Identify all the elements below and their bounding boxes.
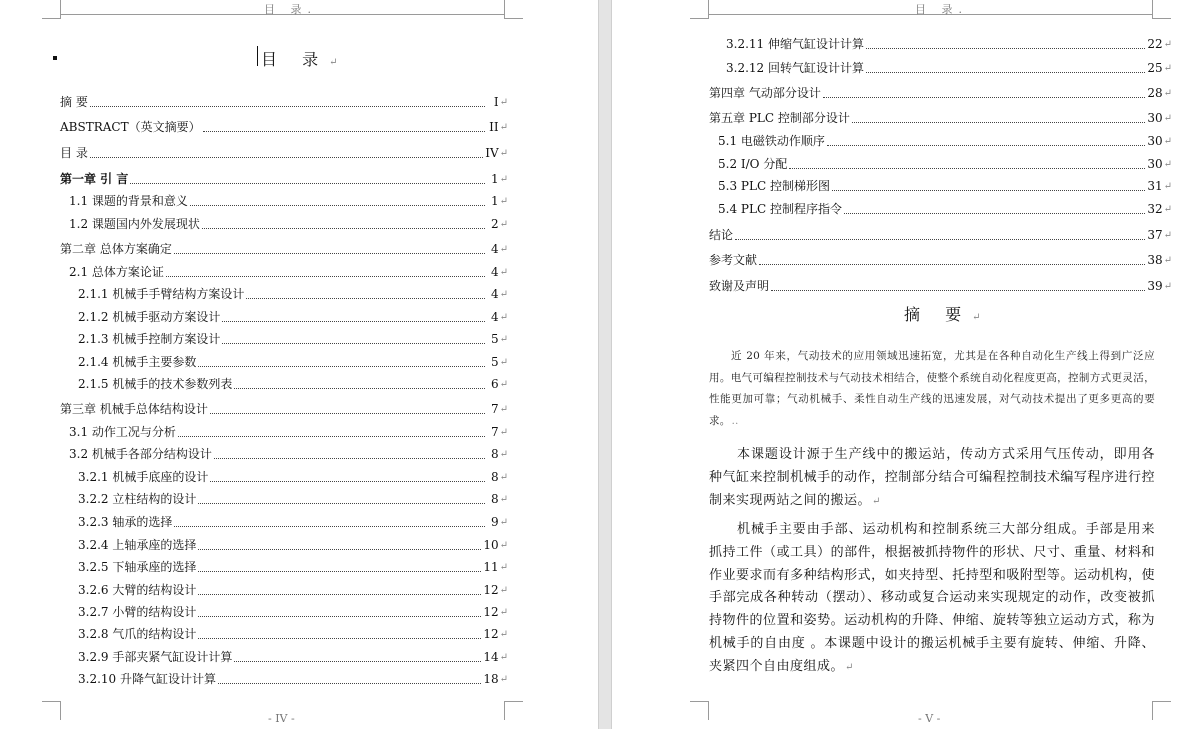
dot-leader bbox=[198, 594, 481, 595]
toc-entry[interactable] bbox=[718, 157, 1172, 172]
document-page-right bbox=[612, 0, 1193, 729]
toc-entry[interactable] bbox=[78, 492, 508, 507]
paragraph-mark: ↵ bbox=[499, 174, 508, 185]
dot-leader bbox=[210, 481, 484, 482]
toc-entry[interactable] bbox=[78, 515, 508, 530]
paragraph-mark: ↵ bbox=[1163, 39, 1172, 50]
toc-entry-title: 第二章 总体方案确定 bbox=[60, 242, 172, 256]
toc-entry[interactable] bbox=[709, 111, 1172, 126]
paragraph-mark: ↵ bbox=[499, 97, 508, 108]
paragraph-mark: ↵ bbox=[499, 267, 508, 278]
paragraph-mark: ↵ bbox=[1163, 230, 1172, 241]
paragraph-mark: ↵ bbox=[499, 494, 508, 505]
crop-mark bbox=[690, 0, 709, 19]
toc-entry-page: 8 bbox=[490, 492, 499, 506]
toc-entry[interactable] bbox=[78, 583, 508, 598]
paragraph-mark: ↵ bbox=[1163, 113, 1172, 124]
abstract-title: 摘 要↵ bbox=[904, 305, 991, 324]
toc-entry-page: II bbox=[489, 120, 499, 134]
toc-entry-title: 参考文献 bbox=[709, 253, 758, 267]
toc-entry-title: 第三章 机械手总体结构设计 bbox=[60, 402, 208, 416]
dot-leader bbox=[166, 276, 485, 277]
dot-leader bbox=[844, 213, 1145, 214]
toc-entry-title: 致谢及声明 bbox=[709, 279, 770, 293]
dot-leader bbox=[90, 106, 485, 107]
toc-entry[interactable] bbox=[78, 355, 508, 370]
toc-entry[interactable] bbox=[69, 447, 508, 462]
toc-entry[interactable] bbox=[78, 605, 508, 620]
dot-leader bbox=[234, 661, 481, 662]
crop-mark bbox=[42, 0, 61, 19]
paragraph-mark: ↵ bbox=[499, 427, 508, 438]
dot-leader bbox=[198, 503, 484, 504]
paragraph-mark: ↵ bbox=[499, 379, 508, 390]
toc-entry-title: 1.2 课题国内外发展现状 bbox=[69, 217, 200, 231]
toc-entry-title: 1.1 课题的背景和意义 bbox=[69, 194, 188, 208]
toc-entry-title: 3.2.5 下轴承座的选择 bbox=[78, 560, 197, 574]
dot-leader bbox=[789, 168, 1145, 169]
dot-leader bbox=[234, 388, 484, 389]
toc-entry[interactable] bbox=[726, 37, 1172, 52]
paragraph-mark: ↵ bbox=[499, 334, 508, 345]
paragraph-mark: ↵ bbox=[1163, 181, 1172, 192]
paragraph-mark: ↵ bbox=[499, 148, 508, 159]
toc-entry-title: 摘 要 bbox=[60, 95, 88, 109]
toc-entry[interactable] bbox=[78, 560, 508, 575]
toc-entry-page: 12 bbox=[483, 583, 499, 597]
dot-leader bbox=[827, 145, 1145, 146]
crop-mark bbox=[1152, 0, 1171, 19]
toc-entry-page: 4 bbox=[490, 242, 499, 256]
toc-entry-title: 3.2.9 手部夹紧气缸设计计算 bbox=[78, 650, 233, 664]
paragraph-mark: ↵ bbox=[1163, 63, 1172, 74]
toc-entry-page: 6 bbox=[490, 377, 499, 391]
toc-entry-page: 31 bbox=[1147, 179, 1163, 193]
paragraph-mark: ↵ bbox=[1163, 136, 1172, 147]
crop-mark bbox=[504, 701, 523, 720]
toc-entry-page: 4 bbox=[490, 287, 499, 301]
toc-entry-page: 8 bbox=[490, 470, 499, 484]
toc-entry-title: 2.1.5 机械手的技术参数列表 bbox=[78, 377, 233, 391]
toc-entry-page: 30 bbox=[1147, 111, 1163, 125]
toc-entry-page: 22 bbox=[1147, 37, 1163, 51]
toc-entry[interactable] bbox=[69, 194, 508, 209]
toc-entry[interactable] bbox=[78, 538, 508, 553]
paragraph-mark: ↵ bbox=[1163, 281, 1172, 292]
toc-entry-page: IV bbox=[485, 146, 499, 160]
toc-entry-title: 3.2.2 立柱结构的设计 bbox=[78, 492, 197, 506]
dot-leader bbox=[202, 228, 485, 229]
toc-entry[interactable] bbox=[709, 228, 1172, 243]
dot-leader bbox=[130, 183, 484, 184]
dot-leader bbox=[832, 190, 1145, 191]
toc-entry-page: 8 bbox=[490, 447, 499, 461]
toc-entry-title: 3.2.1 机械手底座的设计 bbox=[78, 470, 209, 484]
toc-entry-page: 14 bbox=[483, 650, 499, 664]
paragraph-mark: ↵ bbox=[1163, 159, 1172, 170]
toc-entry-page: 7 bbox=[490, 425, 499, 439]
toc-entry-page: 5 bbox=[490, 355, 499, 369]
bullet-mark bbox=[53, 56, 57, 60]
paragraph-mark: ↵ bbox=[499, 196, 508, 207]
toc-entry[interactable] bbox=[78, 672, 508, 687]
toc-entry-page: I bbox=[493, 95, 499, 109]
toc-entry-page: 2 bbox=[490, 217, 499, 231]
toc-entry-page: 4 bbox=[490, 265, 499, 279]
dot-leader bbox=[866, 48, 1145, 49]
paragraph-mark: ↵ bbox=[499, 219, 508, 230]
paragraph-mark: ↵ bbox=[499, 652, 508, 663]
dot-leader bbox=[759, 264, 1145, 265]
paragraph-mark: ↵ bbox=[499, 607, 508, 618]
toc-entry[interactable] bbox=[78, 470, 508, 485]
toc-entry-title: 2.1.2 机械手驱动方案设计 bbox=[78, 310, 221, 324]
paragraph-mark: ↵ bbox=[499, 312, 508, 323]
toc-entry[interactable] bbox=[60, 172, 508, 187]
dot-leader bbox=[174, 253, 485, 254]
toc-entry-title: 目 录 bbox=[60, 146, 88, 160]
paragraph-mark: ↵ bbox=[499, 449, 508, 460]
dot-leader bbox=[190, 205, 485, 206]
paragraph-mark: ↵ bbox=[499, 472, 508, 483]
dot-leader bbox=[174, 526, 484, 527]
toc-entry[interactable] bbox=[60, 146, 508, 161]
abstract-paragraph-3: 机械手主要由手部、运动机构和控制系统三大部分组成。手部是用来抓持工件（或工具）的部件，根据被抓持物件的形状、尺寸、重量、材料和作业要求而有多种结构形式，如夹持型、托持型和吸附型等。运动机构，使手部完成各种转动（摆动）、移动或复合运动来实现规定的动作，改变被抓持物件的位置和姿势。运动机构的升降、伸缩、旋转等独立运动方式，称为机械手的自由度 。本课题中设计的搬运机械手主要有旋转、伸缩、升降、夹紧四个自由度组成。↵ bbox=[709, 522, 1155, 674]
paragraph-mark: ↵ bbox=[499, 629, 508, 640]
paragraph-mark: ↵ bbox=[499, 540, 508, 551]
toc-entry[interactable] bbox=[78, 377, 508, 392]
abstract-paragraph-2: 本课题设计源于生产线中的搬运站，传动方式采用气压传动，即用各种气缸来控制机械手的动作，控制部分结合可编程控制技术编写程序进行控制来实现两站之间的搬运。↵ bbox=[709, 447, 1155, 508]
dot-leader bbox=[735, 239, 1145, 240]
toc-entry-title: 2.1 总体方案论证 bbox=[69, 265, 164, 279]
toc-entry-page: 30 bbox=[1147, 157, 1163, 171]
toc-entry-title: 2.1.4 机械手主要参数 bbox=[78, 355, 197, 369]
dot-leader bbox=[218, 683, 481, 684]
toc-entry-page: 12 bbox=[483, 627, 499, 641]
toc-entry-title: 3.2.12 回转气缸设计计算 bbox=[726, 61, 864, 75]
dot-leader bbox=[203, 131, 485, 132]
toc-entry[interactable] bbox=[60, 242, 508, 257]
toc-entry[interactable] bbox=[69, 217, 508, 232]
toc-entry-title: 3.2.4 上轴承座的选择 bbox=[78, 538, 197, 552]
toc-entry-title: 5.2 I/O 分配 bbox=[718, 157, 788, 171]
toc-title: 目 录↵ bbox=[261, 50, 348, 69]
toc-entry-title: 3.2.10 升降气缸设计计算 bbox=[78, 672, 216, 686]
toc-entry[interactable] bbox=[718, 202, 1172, 217]
toc-entry-title: 3.2.11 伸缩气缸设计计算 bbox=[726, 37, 864, 51]
page-number-footer: - V - bbox=[918, 712, 941, 725]
paragraph-mark: ↵ bbox=[499, 357, 508, 368]
toc-entry-title: 第四章 气动部分设计 bbox=[709, 86, 821, 100]
toc-entry-title: ABSTRACT（英文摘要） bbox=[60, 120, 201, 134]
toc-entry-title: 5.3 PLC 控制梯形图 bbox=[718, 179, 830, 193]
toc-entry-title: 3.2.7 小臂的结构设计 bbox=[78, 605, 197, 619]
toc-entry-page: 5 bbox=[490, 332, 499, 346]
toc-entry-title: 结论 bbox=[709, 228, 734, 242]
toc-entry-page: 28 bbox=[1147, 86, 1163, 100]
dot-leader bbox=[214, 458, 485, 459]
paragraph-mark: ↵ bbox=[499, 244, 508, 255]
toc-entry-page: 32 bbox=[1147, 202, 1163, 216]
toc-entry-page: 38 bbox=[1147, 253, 1163, 267]
crop-mark bbox=[690, 701, 709, 720]
toc-entry-page: 9 bbox=[490, 515, 499, 529]
toc-entry-title: 3.2.3 轴承的选择 bbox=[78, 515, 173, 529]
toc-entry-title: 第一章 引 言 bbox=[60, 172, 129, 186]
abstract-paragraph-1: 近 20 年来，气动技术的应用领域迅速拓宽，尤其是在各种自动化生产线上得到广泛应用。电气可编程控制技术与气动技术相结合，使整个系统自动化程度更高，控制方式更灵活，性能更加可靠；气动机械手、柔性自动生产线的迅速发展，对气动技术提出了更多更高的要求。.. bbox=[709, 350, 1155, 427]
toc-entry-title: 3.2.8 气爪的结构设计 bbox=[78, 627, 197, 641]
toc-entry[interactable] bbox=[718, 179, 1172, 194]
dot-leader bbox=[823, 97, 1146, 98]
paragraph-mark: ↵ bbox=[1163, 88, 1172, 99]
crop-mark bbox=[504, 0, 523, 19]
toc-entry-title: 第五章 PLC 控制部分设计 bbox=[709, 111, 850, 125]
toc-entry[interactable] bbox=[78, 287, 508, 302]
paragraph-mark: ↵ bbox=[499, 289, 508, 300]
toc-entry-page: 30 bbox=[1147, 134, 1163, 148]
toc-entry[interactable] bbox=[709, 279, 1172, 294]
toc-entry[interactable] bbox=[78, 332, 508, 347]
paragraph-mark: ↵ bbox=[499, 562, 508, 573]
dot-leader bbox=[198, 571, 481, 572]
toc-entry[interactable] bbox=[60, 402, 508, 417]
dot-leader bbox=[210, 413, 485, 414]
dot-leader bbox=[866, 72, 1145, 73]
dot-leader bbox=[90, 157, 483, 158]
toc-entry[interactable] bbox=[718, 134, 1172, 149]
page-gutter bbox=[598, 0, 612, 729]
dot-leader bbox=[771, 290, 1145, 291]
toc-entry[interactable] bbox=[69, 265, 508, 280]
page-header: 目 录. bbox=[264, 3, 317, 16]
toc-entry-page: 1 bbox=[490, 172, 499, 186]
toc-entry-title: 3.2.6 大臂的结构设计 bbox=[78, 583, 197, 597]
toc-entry[interactable] bbox=[709, 253, 1172, 268]
toc-entry[interactable] bbox=[78, 627, 508, 642]
paragraph-mark: ↵ bbox=[499, 585, 508, 596]
paragraph-mark: ↵ bbox=[1163, 255, 1172, 266]
crop-mark bbox=[1152, 701, 1171, 720]
paragraph-mark: ↵ bbox=[499, 517, 508, 528]
toc-entry-page: 10 bbox=[483, 538, 499, 552]
toc-entry[interactable] bbox=[78, 650, 508, 665]
crop-mark bbox=[42, 701, 61, 720]
toc-entry-title: 3.1 动作工况与分析 bbox=[69, 425, 176, 439]
toc-entry-title: 5.4 PLC 控制程序指令 bbox=[718, 202, 842, 216]
toc-entry[interactable] bbox=[69, 425, 508, 440]
toc-entry-page: 11 bbox=[483, 560, 499, 574]
toc-entry-page: 4 bbox=[490, 310, 499, 324]
dot-leader bbox=[198, 638, 481, 639]
dot-leader bbox=[246, 298, 484, 299]
page-number-footer: - IV - bbox=[268, 712, 295, 725]
toc-entry-page: 18 bbox=[483, 672, 499, 686]
toc-entry-page: 12 bbox=[483, 605, 499, 619]
paragraph-mark: ↵ bbox=[499, 674, 508, 685]
toc-entry-title: 2.1.3 机械手控制方案设计 bbox=[78, 332, 221, 346]
toc-entry[interactable] bbox=[60, 95, 508, 110]
dot-leader bbox=[222, 343, 484, 344]
toc-entry-page: 37 bbox=[1147, 228, 1163, 242]
paragraph-mark: ↵ bbox=[1163, 204, 1172, 215]
dot-leader bbox=[222, 321, 484, 322]
paragraph-mark: ↵ bbox=[499, 122, 508, 133]
toc-entry-page: 1 bbox=[490, 194, 499, 208]
toc-entry-title: 5.1 电磁铁动作顺序 bbox=[718, 134, 825, 148]
toc-entry-page: 25 bbox=[1147, 61, 1163, 75]
dot-leader bbox=[198, 366, 484, 367]
dot-leader bbox=[198, 549, 481, 550]
toc-entry-title: 2.1.1 机械手手臂结构方案设计 bbox=[78, 287, 245, 301]
toc-entry-title: 3.2 机械手各部分结构设计 bbox=[69, 447, 212, 461]
toc-entry[interactable] bbox=[78, 310, 508, 325]
page-header: 目 录. bbox=[915, 3, 968, 16]
dot-leader bbox=[198, 616, 481, 617]
toc-entry-page: 7 bbox=[490, 402, 499, 416]
text-cursor bbox=[257, 46, 258, 66]
paragraph-mark: ↵ bbox=[499, 404, 508, 415]
toc-entry-page: 39 bbox=[1147, 279, 1163, 293]
dot-leader bbox=[178, 436, 485, 437]
toc-entry[interactable] bbox=[709, 86, 1172, 101]
dot-leader bbox=[852, 122, 1145, 123]
toc-entry[interactable] bbox=[60, 120, 508, 135]
toc-entry[interactable] bbox=[726, 61, 1172, 76]
